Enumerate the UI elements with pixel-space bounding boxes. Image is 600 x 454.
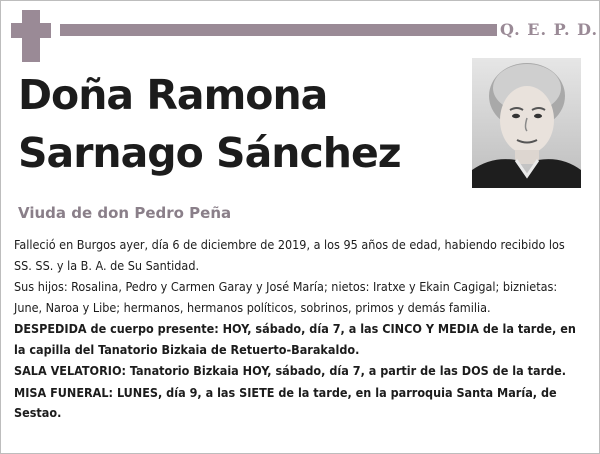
widow-of-subtitle: Viuda de don Pedro Peña	[18, 204, 232, 222]
wake-room-paragraph: SALA VELATORIO: Tanatorio Bizkaia HOY, sábado, día 7, a partir de las DOS de la tarde.	[14, 363, 567, 378]
family-paragraph: Sus hijos: Rosalina, Pedro y Carmen Garay y José María; nietos: Iratxe y Ekain Cagigal; biznietas: June, Naroa y Libe; hermanos, hermanos políticos, sobrinos, primos y demás familia.	[14, 279, 558, 315]
deceased-name	[18, 66, 458, 182]
name-line-1: Doña Ramona	[18, 71, 328, 119]
farewell-paragraph: DESPEDIDA de cuerpo presente: HOY, sábado, día 7, a las CINCO Y MEDIA de la tarde, en la capilla del Tanatorio Bizkaia de Retuerto-Barakaldo.	[14, 321, 576, 357]
header-rule	[60, 24, 497, 36]
name-line-2: Sarnago Sánchez	[18, 129, 401, 177]
death-notice-paragraph: Falleció en Burgos ayer, día 6 de diciembre de 2019, a los 95 años de edad, habiendo recibido los SS. SS. y la B. A. de Su Santidad.	[14, 237, 565, 273]
obituary-body	[14, 235, 586, 425]
qepd-label: Q. E. P. D.	[500, 20, 599, 39]
funeral-mass-paragraph: MISA FUNERAL: LUNES, día 9, a las SIETE de la tarde, en la parroquia Santa María, de Sestao.	[14, 384, 557, 420]
portrait-photo	[472, 58, 581, 188]
